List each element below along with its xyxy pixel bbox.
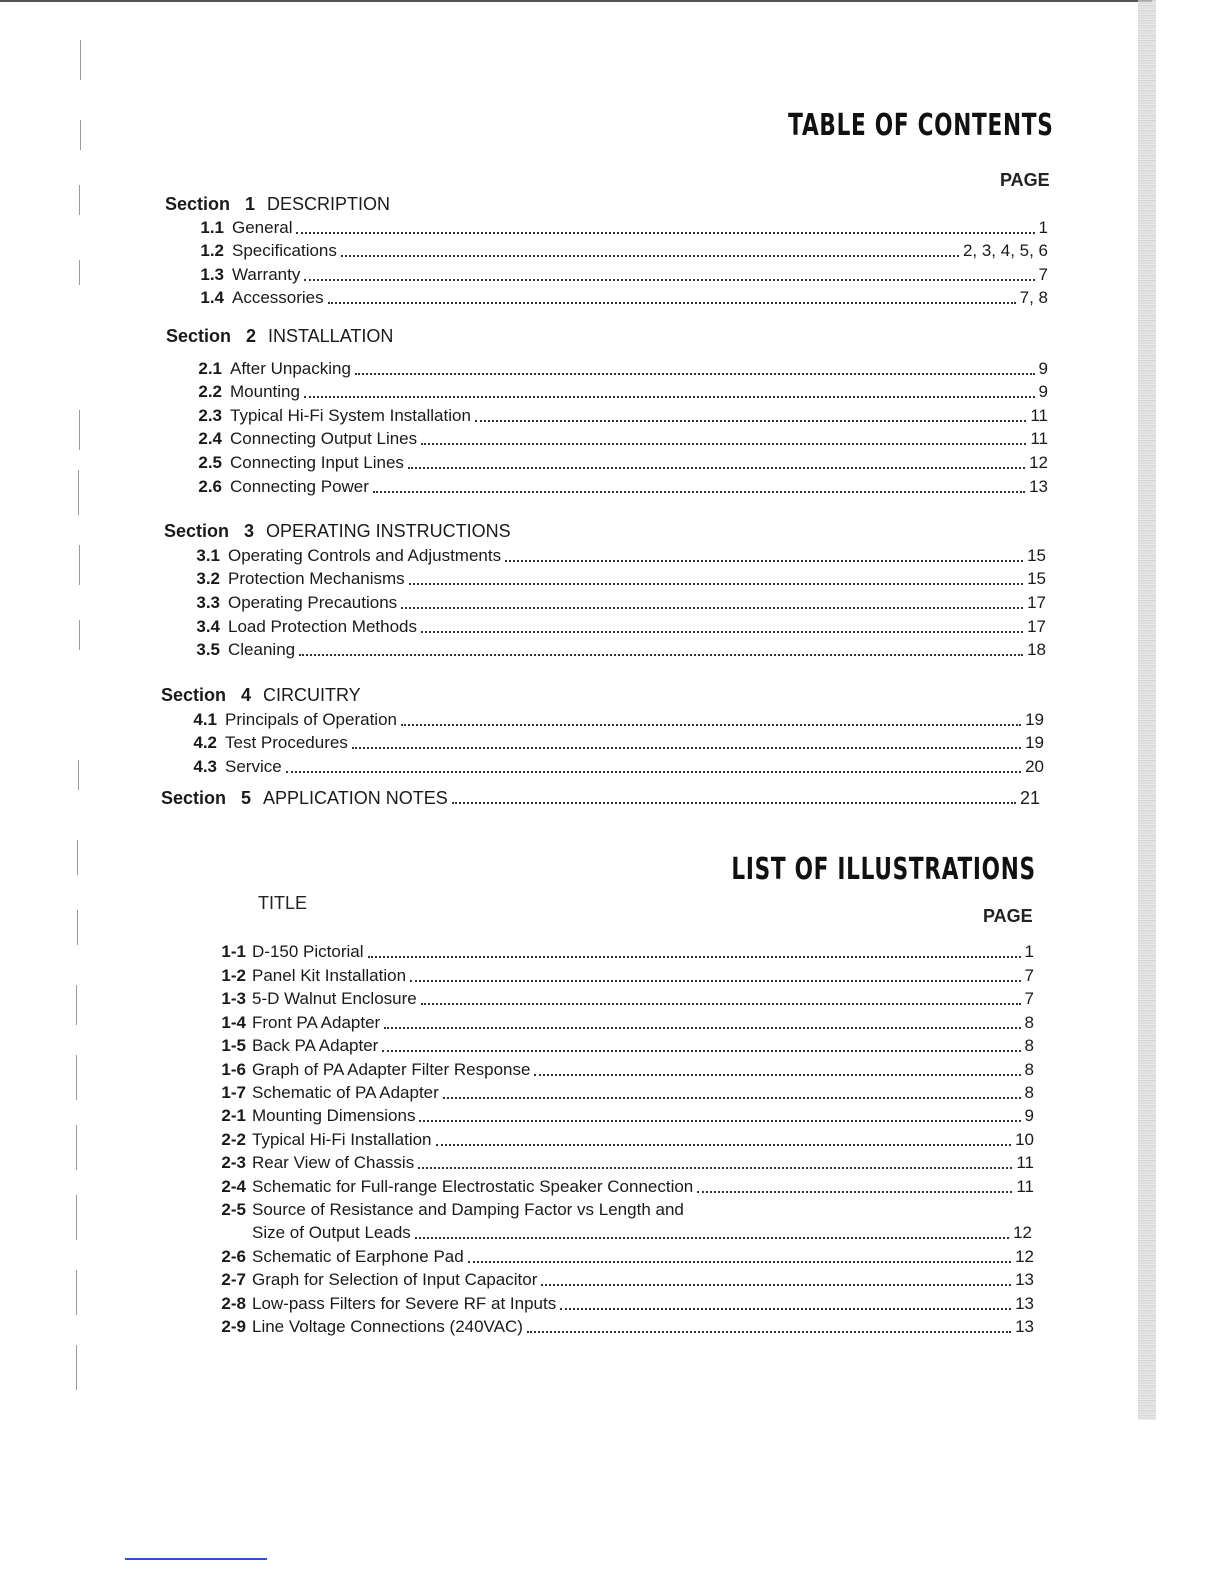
section-number: 5 xyxy=(241,788,252,808)
dot-leader xyxy=(541,1283,1011,1286)
toc-entry[interactable] xyxy=(181,733,1044,755)
entry-title: Mounting xyxy=(230,382,300,401)
entry-page: 2, 3, 4, 5, 6 xyxy=(962,241,1048,260)
section-title: OPERATING INSTRUCTIONS xyxy=(266,521,511,541)
illustration-entry[interactable] xyxy=(210,1270,1034,1292)
dot-leader xyxy=(452,801,1016,804)
section-label: Section xyxy=(161,685,227,705)
entry-number: 4.3 xyxy=(193,757,217,776)
toc-entry[interactable] xyxy=(186,382,1048,404)
entry-page: 18 xyxy=(1027,640,1046,659)
section-title: INSTALLATION xyxy=(268,326,394,346)
entry-title: Front PA Adapter xyxy=(252,1013,381,1032)
entry-number: 2-8 xyxy=(221,1294,246,1313)
entry-number: 1-7 xyxy=(221,1083,246,1102)
entry-title: Connecting Input Lines xyxy=(230,453,404,472)
entry-title: Graph of PA Adapter Filter Response xyxy=(252,1060,531,1079)
dot-leader xyxy=(436,1143,1012,1146)
scan-right-edge xyxy=(1138,0,1156,1420)
section-label: Section xyxy=(165,194,231,214)
entry-number: 1-6 xyxy=(221,1060,246,1079)
toc-entry[interactable] xyxy=(184,640,1046,662)
entry-page: 7 xyxy=(1038,265,1048,284)
entry-page: 9 xyxy=(1024,1106,1034,1125)
entry-title: Operating Controls and Adjustments xyxy=(228,546,502,565)
section-title: DESCRIPTION xyxy=(267,194,391,214)
dot-leader xyxy=(401,606,1023,609)
entry-number: 1-1 xyxy=(221,942,246,961)
section-number: 1 xyxy=(245,194,256,214)
entry-number: 1.3 xyxy=(200,265,224,284)
entry-page: 12 xyxy=(1015,1247,1034,1266)
entry-page: 11 xyxy=(1016,1177,1034,1196)
dot-leader xyxy=(697,1190,1012,1193)
entry-title: Line Voltage Connections (240VAC) xyxy=(252,1317,523,1336)
entry-title: Operating Precautions xyxy=(228,593,398,612)
dot-leader xyxy=(341,254,959,257)
illustration-entry[interactable] xyxy=(210,1177,1034,1199)
entry-number: 2-1 xyxy=(221,1106,246,1125)
entry-page: 11 xyxy=(1030,406,1048,425)
entry-page: 8 xyxy=(1024,1083,1034,1102)
footer-rule xyxy=(125,1558,267,1560)
entry-number: 2-5 xyxy=(221,1200,246,1219)
entry-page: 12 xyxy=(1029,453,1048,472)
entry-title: Source of Resistance and Damping Factor vs Length and xyxy=(252,1200,684,1219)
entry-page: 15 xyxy=(1027,569,1046,588)
entry-page: 20 xyxy=(1025,757,1044,776)
entry-title: Protection Mechanisms xyxy=(228,569,405,588)
entry-page: 13 xyxy=(1029,477,1048,496)
section-number: 4 xyxy=(241,685,252,705)
entry-title: Schematic for Full-range Electrostatic Speaker Connection xyxy=(252,1177,694,1196)
entry-number: 1.1 xyxy=(200,218,224,237)
entry-number: 1-4 xyxy=(221,1013,246,1032)
toc-entry[interactable] xyxy=(186,453,1048,475)
entry-title-continued: Size of Output Leads xyxy=(252,1223,411,1242)
entry-number: 2.4 xyxy=(198,429,222,448)
dot-leader xyxy=(409,582,1023,585)
illustration-entry[interactable] xyxy=(210,942,1034,964)
toc-entry[interactable] xyxy=(184,569,1046,591)
entry-number: 2-4 xyxy=(221,1177,246,1196)
illustration-entry[interactable] xyxy=(210,1130,1034,1152)
entry-number: 1-5 xyxy=(221,1036,246,1055)
entry-title: Schematic of PA Adapter xyxy=(252,1083,439,1102)
entry-title: After Unpacking xyxy=(230,359,351,378)
toc-entry[interactable] xyxy=(188,288,1048,310)
entry-title: Graph for Selection of Input Capacitor xyxy=(252,1270,538,1289)
entry-page: 8 xyxy=(1024,1013,1034,1032)
entry-number: 2.3 xyxy=(198,406,222,425)
dot-leader xyxy=(560,1307,1011,1310)
entry-page: 13 xyxy=(1015,1294,1034,1313)
entry-page: 7 xyxy=(1024,989,1034,1008)
toc-entry[interactable] xyxy=(184,593,1046,615)
entry-title: Typical Hi-Fi System Installation xyxy=(230,406,471,425)
toc-page-label: PAGE xyxy=(1000,170,1050,190)
toc-entry[interactable] xyxy=(188,241,1048,263)
entry-number: 2-7 xyxy=(221,1270,246,1289)
section-page: 21 xyxy=(1019,788,1040,808)
section-number: 3 xyxy=(244,521,255,541)
illustration-entry[interactable] xyxy=(210,1317,1034,1339)
illustration-entry[interactable] xyxy=(210,989,1034,1011)
dot-leader xyxy=(421,630,1023,633)
entry-title: Warranty xyxy=(232,265,301,284)
entry-number: 1.4 xyxy=(200,288,224,307)
dot-leader xyxy=(373,490,1025,493)
illustration-entry[interactable] xyxy=(210,1083,1034,1105)
entry-number: 1-2 xyxy=(221,966,246,985)
dot-leader xyxy=(534,1073,1020,1076)
entry-title: Mounting Dimensions xyxy=(252,1106,416,1125)
illustrations-heading: LIST OF ILLUSTRATIONS xyxy=(731,852,1036,887)
illustration-entry[interactable] xyxy=(210,966,1034,988)
entry-page: 19 xyxy=(1025,710,1044,729)
section-title: APPLICATION NOTES xyxy=(263,788,448,808)
dot-leader xyxy=(355,372,1035,375)
dot-leader xyxy=(384,1026,1020,1029)
entry-page: 8 xyxy=(1024,1060,1034,1079)
entry-page: 17 xyxy=(1027,593,1046,612)
entry-page: 11 xyxy=(1030,429,1048,448)
illustration-entry[interactable] xyxy=(210,1247,1034,1269)
section-label: Section xyxy=(164,521,230,541)
entry-page: 9 xyxy=(1038,359,1048,378)
entry-title: Principals of Operation xyxy=(225,710,397,729)
dot-leader xyxy=(296,231,1034,234)
entry-page: 13 xyxy=(1015,1270,1034,1289)
entry-page: 19 xyxy=(1025,733,1044,752)
entry-title: Panel Kit Installation xyxy=(252,966,407,985)
entry-title: Cleaning xyxy=(228,640,296,659)
dot-leader xyxy=(368,955,1021,958)
dot-leader xyxy=(527,1330,1011,1333)
toc-entry[interactable] xyxy=(181,710,1044,732)
dot-leader xyxy=(505,559,1023,562)
scan-top-edge xyxy=(0,0,1152,2)
entry-page: 15 xyxy=(1027,546,1046,565)
section-label: Section xyxy=(161,788,227,808)
dot-leader xyxy=(401,723,1021,726)
toc-entry[interactable] xyxy=(184,546,1046,568)
illustration-entry[interactable] xyxy=(210,1013,1034,1035)
toc-entry[interactable] xyxy=(188,218,1048,240)
entry-page: 7, 8 xyxy=(1019,288,1048,307)
entry-page: 1 xyxy=(1024,942,1034,961)
entry-number: 3.4 xyxy=(196,617,220,636)
illustration-entry-first-line xyxy=(210,1200,684,1220)
entry-number: 4.2 xyxy=(193,733,217,752)
entry-page: 1 xyxy=(1038,218,1048,237)
section-title: CIRCUITRY xyxy=(263,685,361,705)
entry-title: Specifications xyxy=(232,241,337,260)
illustration-entry[interactable] xyxy=(210,1153,1034,1175)
toc-entry[interactable] xyxy=(184,617,1046,639)
entry-number: 2-3 xyxy=(221,1153,246,1172)
entry-number: 3.2 xyxy=(196,569,220,588)
toc-section-heading xyxy=(166,326,393,347)
dot-leader xyxy=(421,442,1026,445)
toc-section-heading xyxy=(164,521,511,542)
dot-leader xyxy=(299,653,1023,656)
entry-title: Schematic of Earphone Pad xyxy=(252,1247,464,1266)
toc-entry[interactable] xyxy=(186,429,1048,451)
entry-title: Low-pass Filters for Severe RF at Inputs xyxy=(252,1294,557,1313)
section-number: 2 xyxy=(246,326,257,346)
toc-entry[interactable] xyxy=(186,406,1048,428)
entry-page: 9 xyxy=(1038,382,1048,401)
illustrations-page-label: PAGE xyxy=(983,906,1033,926)
entry-title: D-150 Pictorial xyxy=(252,942,364,961)
entry-number: 2-9 xyxy=(221,1317,246,1336)
entry-number: 1.2 xyxy=(200,241,224,260)
entry-page: 13 xyxy=(1015,1317,1034,1336)
entry-number: 4.1 xyxy=(193,710,217,729)
dot-leader xyxy=(286,770,1021,773)
dot-leader xyxy=(382,1049,1020,1052)
section-label: Section xyxy=(166,326,232,346)
entry-title: Rear View of Chassis xyxy=(252,1153,415,1172)
illustration-entry[interactable] xyxy=(210,1294,1034,1316)
dot-leader xyxy=(408,466,1025,469)
dot-leader xyxy=(304,395,1035,398)
entry-page: 11 xyxy=(1016,1153,1034,1172)
entry-number: 2.1 xyxy=(198,359,222,378)
illustration-entry[interactable] xyxy=(252,1223,1032,1245)
entry-title: Connecting Output Lines xyxy=(230,429,418,448)
illustration-entry[interactable] xyxy=(210,1036,1034,1058)
toc-section-row[interactable] xyxy=(161,788,1040,810)
dot-leader xyxy=(468,1260,1011,1263)
dot-leader xyxy=(418,1166,1012,1169)
illustration-entry[interactable] xyxy=(210,1106,1034,1128)
toc-heading: TABLE OF CONTENTS xyxy=(787,108,1053,143)
entry-title: Back PA Adapter xyxy=(252,1036,379,1055)
entry-title: Load Protection Methods xyxy=(228,617,418,636)
toc-section-heading xyxy=(161,685,361,706)
illustrations-title-label: TITLE xyxy=(258,893,308,913)
entry-number: 1-3 xyxy=(221,989,246,1008)
entry-title: Test Procedures xyxy=(225,733,348,752)
entry-title: Connecting Power xyxy=(230,477,369,496)
dot-leader xyxy=(415,1236,1009,1239)
dot-leader xyxy=(443,1096,1021,1099)
toc-entry[interactable] xyxy=(188,265,1048,287)
dot-leader xyxy=(328,301,1016,304)
entry-page: 12 xyxy=(1013,1223,1032,1242)
entry-title: 5-D Walnut Enclosure xyxy=(252,989,417,1008)
dot-leader xyxy=(352,746,1021,749)
entry-number: 2-2 xyxy=(221,1130,246,1149)
entry-title: Typical Hi-Fi Installation xyxy=(252,1130,432,1149)
entry-page: 17 xyxy=(1027,617,1046,636)
toc-section-heading xyxy=(165,194,390,215)
entry-number: 2-6 xyxy=(221,1247,246,1266)
entry-page: 10 xyxy=(1015,1130,1034,1149)
entry-title: Service xyxy=(225,757,282,776)
dot-leader xyxy=(304,278,1034,281)
dot-leader xyxy=(419,1119,1020,1122)
entry-number: 2.5 xyxy=(198,453,222,472)
entry-number: 3.1 xyxy=(196,546,220,565)
illustration-entry[interactable] xyxy=(210,1060,1034,1082)
entry-number: 2.6 xyxy=(198,477,222,496)
toc-entry[interactable] xyxy=(186,359,1048,381)
entry-number: 3.5 xyxy=(196,640,220,659)
dot-leader xyxy=(410,979,1020,982)
entry-page: 8 xyxy=(1024,1036,1034,1055)
entry-number: 3.3 xyxy=(196,593,220,612)
entry-title: Accessories xyxy=(232,288,324,307)
toc-entry[interactable] xyxy=(181,757,1044,779)
toc-entry[interactable] xyxy=(186,477,1048,499)
entry-title: General xyxy=(232,218,293,237)
dot-leader xyxy=(475,419,1026,422)
entry-page: 7 xyxy=(1024,966,1034,985)
entry-number: 2.2 xyxy=(198,382,222,401)
dot-leader xyxy=(421,1002,1021,1005)
